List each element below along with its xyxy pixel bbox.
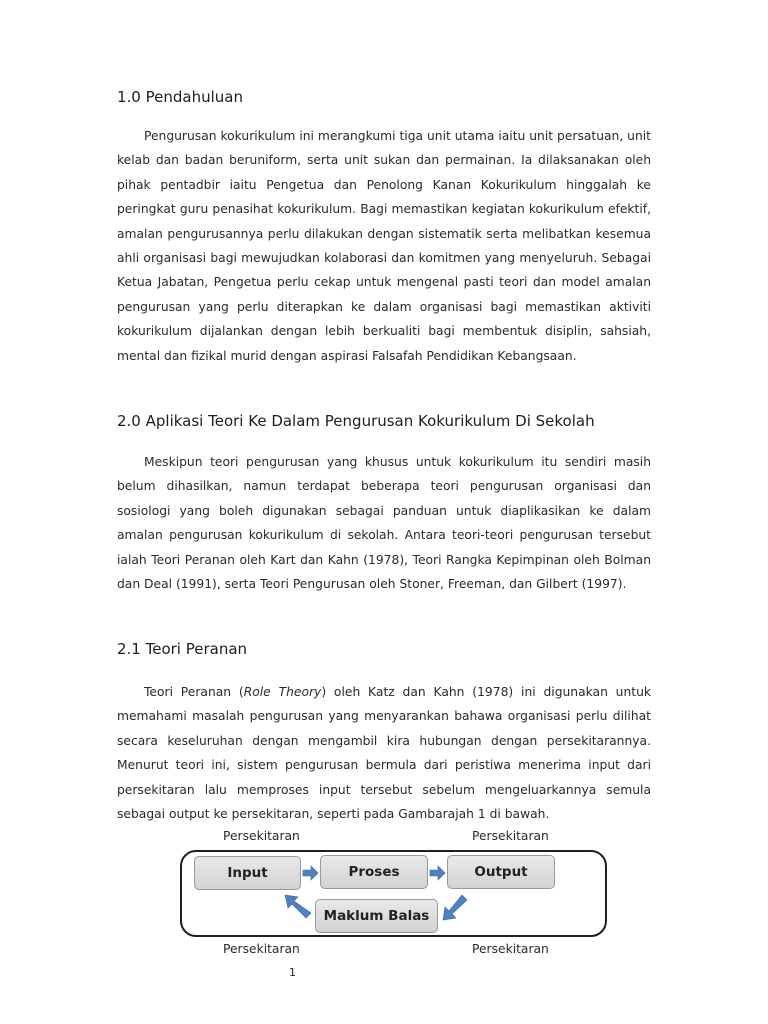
arrow-proses-to-output: [430, 866, 445, 880]
paragraph-text-start: Teori Peranan (: [144, 685, 244, 699]
node-proses: Proses: [320, 855, 428, 889]
arrow-output-to-feedback: [443, 895, 467, 920]
diagram-label-top-left: Persekitaran: [223, 829, 300, 843]
heading-pendahuluan: 1.0 Pendahuluan: [117, 88, 243, 106]
paragraph-aplikasi-teori: Meskipun teori pengurusan yang khusus untuk kokurikulum itu sendiri masih belum dihasilkan, namun terdapat beberapa teori pengurusan organisasi dan sosiologi yang boleh digunakan sebagai panduan untuk diaplikasikan ke dalam amalan pengurusan kokurikulum di sekolah. Antara teori-teori pengurusan tersebut ialah Teori Peranan oleh Kart dan Kahn (1978), Teori Rangka Kepimpinan oleh Bolman dan Deal (1991), serta Teori Pengurusan oleh Stoner, Freeman, dan Gilbert (1997).: [117, 455, 651, 592]
heading-aplikasi-teori: 2.0 Aplikasi Teori Ke Dalam Pengurusan Kokurikulum Di Sekolah: [117, 412, 595, 430]
paragraph-text-end: ) oleh Katz dan Kahn (1978) ini digunakan untuk memahami masalah pengurusan yang menyarankan bahawa organisasi perlu dilihat secara keseluruhan dengan mengambil kira hubungan dengan persekitarannya. Menurut teori ini, sistem pengurusan bermula dari peristiwa menerima input dari persekitaran lalu memproses input tersebut sebelum mengeluarkannya semula sebagai output ke persekitaran, seperti pada Gambarajah 1 di bawah.: [117, 685, 652, 822]
node-output: Output: [447, 855, 555, 889]
diagram-label-bottom-right: Persekitaran: [472, 942, 549, 956]
page-number: 1: [289, 966, 296, 979]
role-theory-term: Role Theory: [243, 685, 322, 699]
arrow-input-to-proses: [303, 866, 318, 880]
arrow-feedback-to-input: [285, 895, 311, 918]
paragraph-pendahuluan: Pengurusan kokurikulum ini merangkumi tiga unit utama iaitu unit persatuan, unit kelab dan badan beruniform, serta unit sukan dan permainan. Ia dilaksanakan oleh pihak pentadbir iaitu Pengetua dan Penolong Kanan Kokurikulum hinggalah ke peringkat guru penasihat kokurikulum. Bagi memastikan kegiatan kokurikulum efektif, amalan pengurusannya perlu dilakukan dengan sistematik serta melibatkan kesemua ahli organisasi bagi mewujudkan kolaborasi dan komitmen yang menyeluruh. Sebagai Ketua Jabatan, Pengetua perlu cekap untuk mengenal pasti teori dan model amalan pengurusan yang perlu diterapkan ke dalam organisasi bagi memastikan aktiviti kokurikulum dijalankan dengan lebih berkualiti bagi membentuk disiplin, sahsiah, mental dan fizikal murid dengan aspirasi Falsafah Pendidikan Kebangsaan.: [117, 129, 651, 363]
diagram-label-top-right: Persekitaran: [472, 829, 549, 843]
node-maklum-balas: Maklum Balas: [315, 899, 438, 933]
node-input: Input: [194, 856, 301, 890]
diagram-label-bottom-left: Persekitaran: [223, 942, 300, 956]
heading-teori-peranan: 2.1 Teori Peranan: [117, 640, 248, 658]
